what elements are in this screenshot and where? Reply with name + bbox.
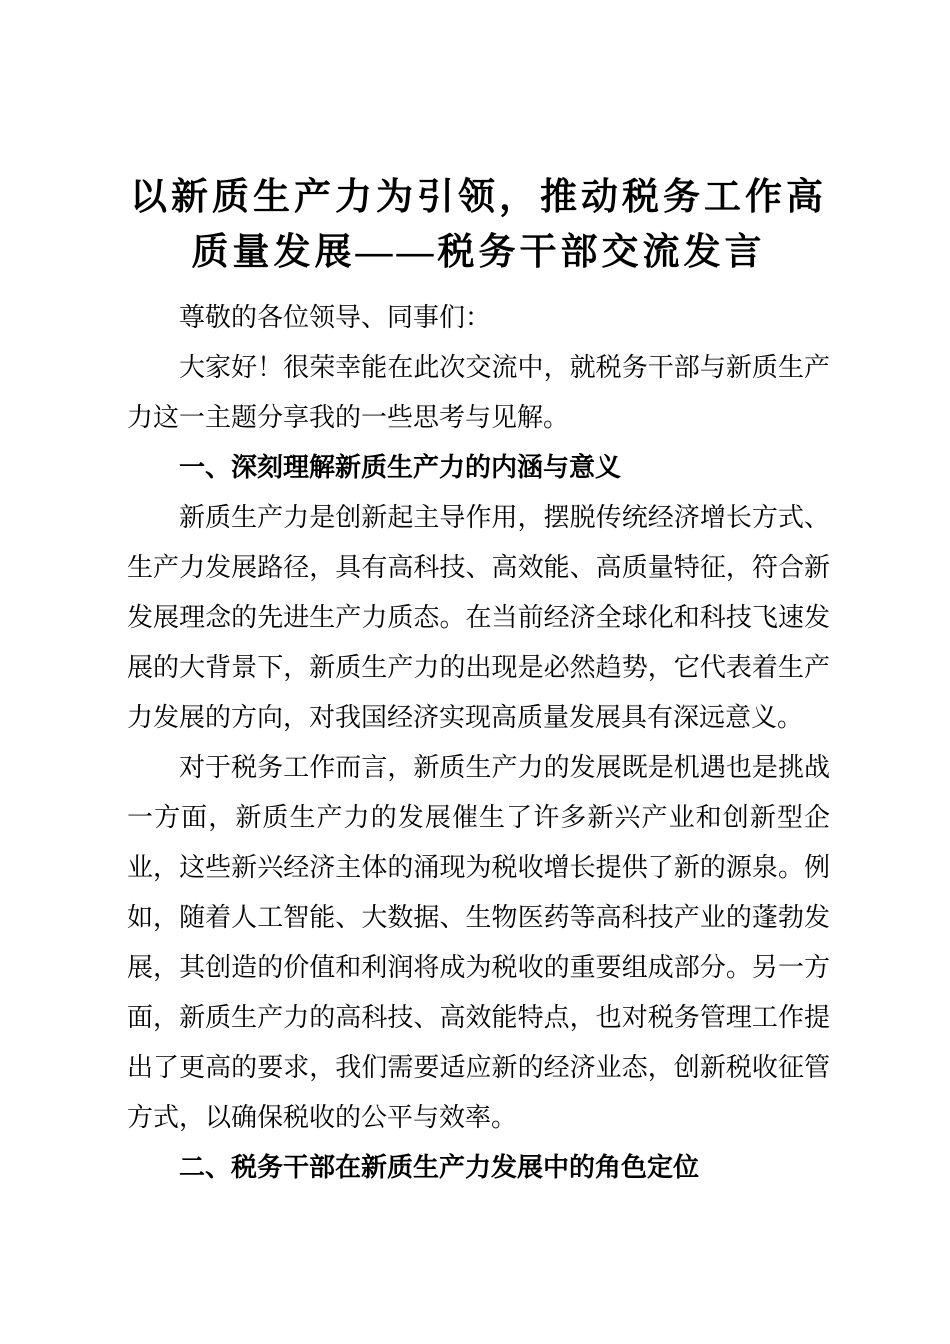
document-body	[127, 292, 830, 1192]
paragraph: 大家好！很荣幸能在此次交流中，就税务干部与新质生产力这一主题分享我的一些思考与见解。	[127, 352, 830, 432]
document-title: 以新质生产力为引领，推动税务工作高质量发展——税务干部交流发言	[130, 177, 827, 273]
section-heading: 一、深刻理解新质生产力的内涵与意义	[179, 452, 622, 482]
paragraph: 新质生产力是创新起主导作用，摆脱传统经济增长方式、生产力发展路径，具有高科技、高效能、高质量特征，符合新发展理念的先进生产力质态。在当前经济全球化和科技飞速发展的大背景下，新质生产力的出现是必然趋势，它代表着生产力发展的方向，对我国经济实现高质量发展具有深远意义。	[127, 502, 830, 732]
paragraph: 尊敬的各位领导、同事们：	[179, 302, 492, 332]
paragraph: 对于税务工作而言，新质生产力的发展既是机遇也是挑战一方面，新质生产力的发展催生了许多新兴产业和创新型企业，这些新兴经济主体的涌现为税收增长提供了新的源泉。例如，随着人工智能、大数据、生物医药等高科技产业的蓬勃发展，其创造的价值和利润将成为税收的重要组成部分。另一方面，新质生产力的高科技、高效能特点，也对税务管理工作提出了更高的要求，我们需要适应新的经济业态，创新税收征管方式，以确保税收的公平与效率。	[127, 752, 830, 1132]
section-heading: 二、税务干部在新质生产力发展中的角色定位	[179, 1152, 700, 1182]
